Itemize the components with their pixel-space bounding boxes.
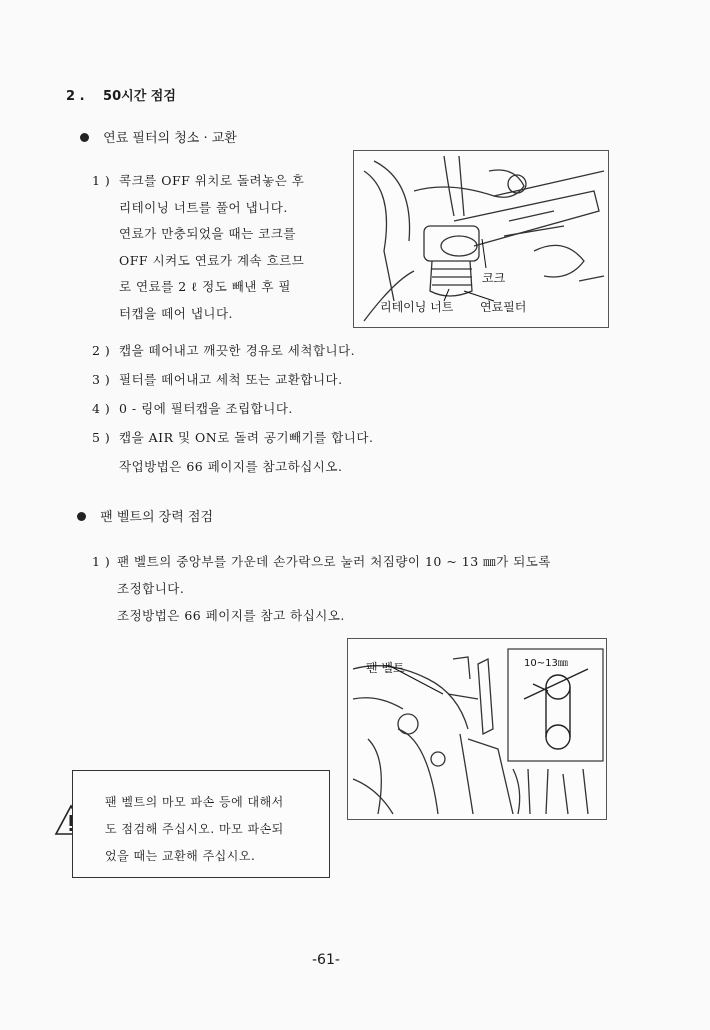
- label-fan-belt: 팬 벨트: [366, 661, 405, 675]
- warning-line: 팬 벨트의 마모 파손 등에 대해서: [105, 795, 284, 809]
- step-number: 5 ): [92, 430, 111, 445]
- fuel-filter-figure: [353, 150, 609, 328]
- step-line: 리테이닝 너트를 풀어 냅니다.: [119, 199, 288, 215]
- bullet-icon: [80, 133, 89, 142]
- fuel-step-1: [92, 168, 304, 327]
- fan-belt-figure: [347, 638, 607, 820]
- step-number: 1 ): [92, 554, 111, 569]
- fuel-filter-heading-text: 연료 필터의 청소 · 교환: [103, 131, 237, 146]
- label-retaining-nut: 리테이닝 너트: [380, 300, 454, 314]
- step-number: 3 ): [92, 372, 111, 387]
- step-line: 터캡을 떼어 냅니다.: [119, 305, 234, 321]
- fuel-steps-rest: [92, 336, 373, 481]
- step-number: 4 ): [92, 401, 111, 416]
- step-line: 콕크를 OFF 위치로 돌려놓은 후: [119, 173, 305, 188]
- page-number: -61-: [312, 952, 340, 968]
- step-line: OFF 시켜도 연료가 계속 흐르므: [119, 252, 305, 268]
- fuel-filter-heading: [80, 127, 237, 146]
- step-line: 연료가 만충되었을 때는 코크를: [119, 226, 296, 241]
- step-line: 필터를 떼어내고 세척 또는 교환합니다.: [119, 372, 343, 387]
- fan-belt-step-1: [92, 548, 551, 629]
- section-title-text: 50시간 점검: [103, 89, 176, 104]
- step-line: 팬 벨트의 중앙부를 가운데 손가락으로 눌러 처짐량이 10 ~ 13 ㎜가 되도록: [117, 554, 551, 569]
- fan-belt-heading-text: 팬 벨트의 장력 점검: [100, 510, 214, 525]
- step-number: 2 ): [92, 343, 111, 358]
- section-number: 2 .: [66, 89, 85, 104]
- fuel-step-2: [92, 336, 373, 365]
- step-line: 캡을 AIR 및 ON로 돌려 공기빼기를 합니다.: [119, 430, 374, 445]
- step-line: 조정합니다.: [117, 581, 185, 596]
- step-line: 조정방법은 66 페이지를 참고 하십시오.: [117, 608, 345, 623]
- label-fuel-filter: 연료필터: [480, 300, 527, 314]
- fuel-step-4: [92, 394, 373, 423]
- step-number: 1 ): [92, 173, 111, 188]
- warning-line: 었을 때는 교환해 주십시오.: [105, 849, 256, 863]
- fuel-step-3: [92, 365, 373, 394]
- fuel-filter-illustration: [354, 151, 608, 327]
- fan-belt-illustration: [348, 639, 606, 819]
- section-title: [66, 85, 176, 104]
- fan-belt-heading: [77, 506, 213, 525]
- warning-box: [72, 770, 330, 878]
- step-line: 0 - 링에 필터캡을 조립합니다.: [119, 401, 293, 416]
- label-deflection-range: 10~13㎜: [524, 658, 568, 669]
- bullet-icon: [77, 512, 86, 521]
- step-line: 로 연료를 2 ℓ 정도 빼낸 후 필: [119, 279, 292, 294]
- warning-text: [105, 789, 284, 870]
- warning-line: 도 점검해 주십시오. 마모 파손되: [105, 822, 284, 836]
- step-line: 작업방법은 66 페이지를 참고하십시오.: [119, 459, 343, 474]
- label-cock: 코크: [482, 271, 506, 285]
- step-line: 캡을 떼어내고 깨끗한 경유로 세척합니다.: [119, 343, 356, 358]
- fuel-step-5: [92, 423, 373, 452]
